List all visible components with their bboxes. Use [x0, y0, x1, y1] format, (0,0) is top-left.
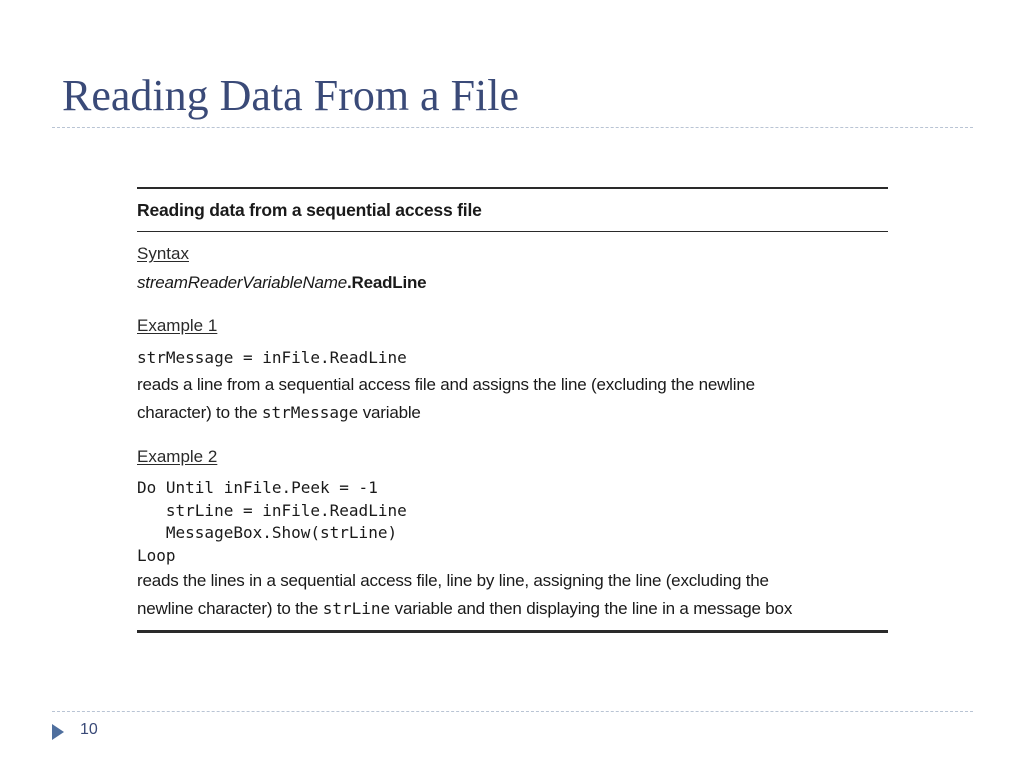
example2-code: Do Until inFile.Peek = -1 strLine = inFile.ReadLine MessageBox.Show(strLine) Loop [137, 478, 407, 565]
box-top-rule [137, 187, 888, 189]
example1-desc-code: strMessage [261, 403, 359, 422]
syntax-line [137, 273, 426, 293]
triangle-bullet-icon [52, 724, 64, 740]
example2-desc-line1: reads the lines in a sequential access file, line by line, assigning the line (excluding the [137, 571, 769, 590]
syntax-label: Syntax [137, 244, 189, 263]
example2-label: Example 2 [137, 447, 218, 466]
example1-desc-line1: reads a line from a sequential access file and assigns the line (excluding the newline [137, 375, 755, 394]
example2-desc-line2 [137, 599, 792, 619]
box-heading-rule [137, 231, 888, 232]
box-bottom-rule [137, 630, 888, 633]
footer-divider [52, 711, 973, 712]
example2-desc-code: strLine [322, 599, 391, 618]
example1-label: Example 1 [137, 316, 218, 335]
syntax-box [137, 187, 888, 633]
slide-title: Reading Data From a File [62, 71, 520, 120]
example1-desc-line2 [137, 403, 421, 423]
syntax-variable: streamReaderVariableName [137, 273, 347, 292]
box-heading: Reading data from a sequential access file [137, 200, 482, 220]
example1-desc-pre: character) to the [137, 403, 262, 422]
example1-code: strMessage = inFile.ReadLine [137, 348, 407, 367]
example1-desc-post: variable [358, 403, 421, 422]
title-divider [52, 127, 973, 128]
example2-desc-post: variable and then displaying the line in a message box [390, 599, 793, 618]
syntax-method: .ReadLine [347, 273, 427, 292]
page-number: 10 [80, 721, 98, 738]
example2-desc-pre: newline character) to the [137, 599, 323, 618]
